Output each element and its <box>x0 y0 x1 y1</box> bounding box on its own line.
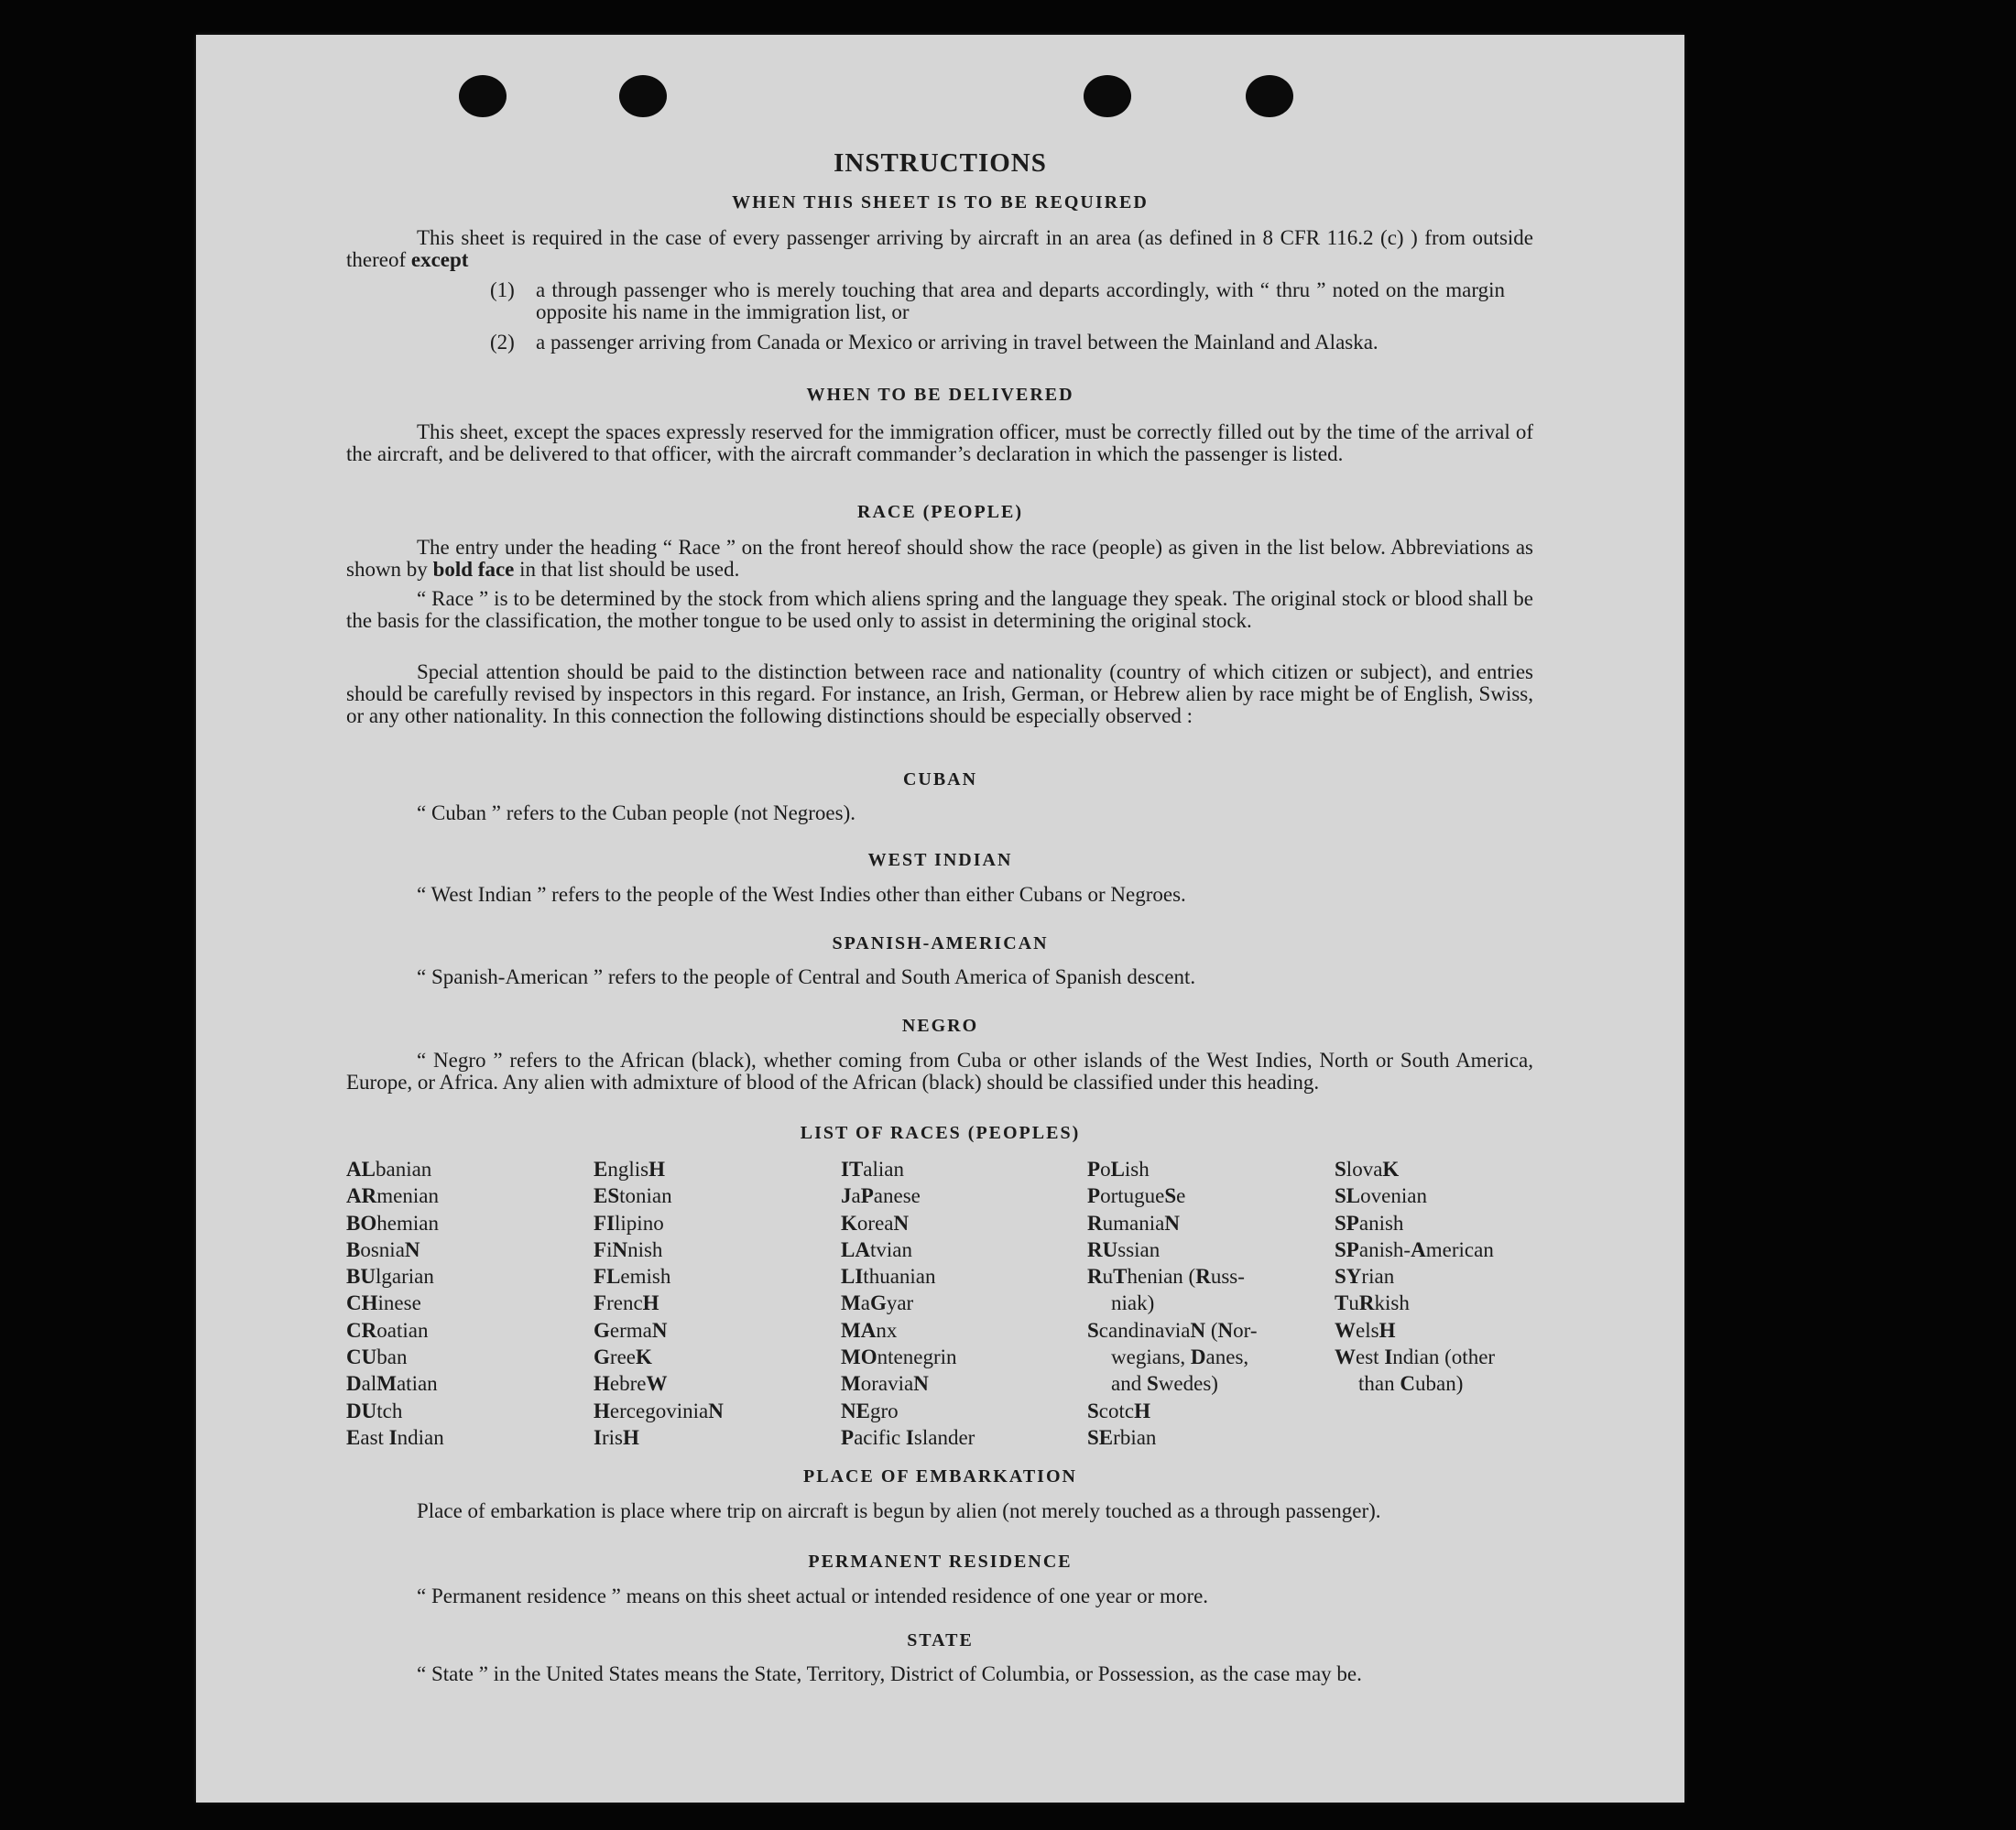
race-entry: MAnx <box>841 1318 898 1342</box>
state-text: “ State ” in the United States means the State, Territory, District of Columbia, or Possession, as the case may be. <box>417 1662 1362 1685</box>
race-entry: HebreW <box>594 1372 668 1396</box>
residence-text: “ Permanent residence ” means on this sheet actual or intended residence of one year or more. <box>417 1585 1209 1607</box>
race-entry: PortugueSe <box>1087 1184 1186 1208</box>
race-entry: FIlipino <box>594 1211 664 1235</box>
heading-negro: NEGRO <box>901 1016 979 1036</box>
heading-place-of-embarkation: PLACE OF EMBARKATION <box>803 1466 1077 1487</box>
race-entry: HercegoviniaN <box>594 1399 724 1422</box>
race-entry: GermaN <box>594 1318 668 1342</box>
races-column <box>1087 1156 1258 1451</box>
race-entry: BUlgarian <box>346 1265 434 1289</box>
embarkation-text: Place of embarkation is place where trip on aircraft is begun by alien (not merely touched as a through passenger). <box>417 1499 1381 1522</box>
race-entry: LIthuanian <box>841 1265 936 1289</box>
negro-text: “ Negro ” refers to the African (black), whether coming from Cuba or other islands of the West Indies, North or South America, Europe, or Africa. Any alien with admixture of blood of the African (black) should be classified under this heading. <box>346 1049 1533 1094</box>
race-paragraph-3: Special attention should be paid to the distinction between race and nationality (country of which citizen or subject), and entries should be carefully revised by inspectors in this regard. For instance, an Irish, German, or Hebrew alien by race might be of English, Swiss, or any other nationality. In this connection the following distinctions should be especially observed : <box>346 660 1533 727</box>
punch-hole <box>1246 75 1293 117</box>
race-paragraph-1: The entry under the heading “ Race ” on the front hereof should show the race (people) as given in the list below. Abbreviations as shown by bold face in that list should be used. <box>346 536 1533 581</box>
spanish-american-text: “ Spanish-American ” refers to the people of Central and South America of Spanish descent. <box>417 965 1196 988</box>
race-entry: SlovaK <box>1335 1158 1400 1181</box>
race-entry: FLemish <box>594 1265 671 1289</box>
race-entry: DUtch <box>346 1399 403 1422</box>
races-column <box>594 1156 724 1451</box>
race-entry: WelsH <box>1335 1318 1396 1342</box>
races-column <box>841 1156 975 1451</box>
heading-cuban: CUBAN <box>902 769 978 790</box>
heading-race: RACE (PEOPLE) <box>857 502 1023 522</box>
heading-permanent-residence: PERMANENT RESIDENCE <box>808 1552 1073 1572</box>
race-entry: and Swedes) <box>1111 1372 1218 1396</box>
race-entry: LAtvian <box>841 1237 912 1261</box>
race-entry: East Indian <box>346 1425 444 1449</box>
when-required-intro <box>346 227 1533 271</box>
race-entry: SLovenian <box>1335 1184 1427 1208</box>
race-entry: ARmenian <box>346 1184 439 1208</box>
race-entry: IrisH <box>594 1425 639 1449</box>
bold-face-text: bold face <box>432 558 515 581</box>
race-entry: PoLish <box>1087 1158 1150 1181</box>
race-entry: RumaniaN <box>1087 1211 1180 1235</box>
race-entry: ScandinaviaN (Nor- <box>1087 1318 1258 1342</box>
race-entry: CRoatian <box>346 1318 429 1342</box>
race-entry: wegians, Danes, <box>1111 1345 1249 1369</box>
race-entry: ScotcH <box>1087 1399 1151 1422</box>
west-indian-text: “ West Indian ” refers to the people of the West Indies other than either Cubans or Negroes. <box>417 883 1186 906</box>
punch-hole <box>619 75 667 117</box>
races-column <box>346 1156 444 1451</box>
intro-text: This sheet is required in the case of every passenger arriving by aircraft in an area (as defined in 8 CFR 116.2 (c) ) from outside thereof <box>346 226 1533 271</box>
race-entry: SPanish-American <box>1335 1237 1494 1261</box>
race-entry: CHinese <box>346 1291 421 1315</box>
race-entry: MoraviaN <box>841 1372 929 1396</box>
race-entry: KoreaN <box>841 1211 910 1235</box>
item-text: a passenger arriving from Canada or Mexico or arriving in travel between the Mainland and Alaska. <box>536 331 1379 354</box>
when-delivered-text: This sheet, except the spaces expressly reserved for the immigration officer, must be correctly filled out by the time of the arrival of the aircraft, and be delivered to that officer, with the aircraft commander’s declaration in which the passenger is listed. <box>346 420 1533 465</box>
race-entry: niak) <box>1111 1291 1155 1315</box>
heading-state: STATE <box>907 1630 974 1650</box>
race-entry: ALbanian <box>346 1158 432 1181</box>
cuban-text: “ Cuban ” refers to the Cuban people (not Negroes). <box>417 801 856 824</box>
race-entry: MaGyar <box>841 1291 914 1315</box>
race-entry: FrencH <box>594 1291 659 1315</box>
heading-when-delivered: WHEN TO BE DELIVERED <box>806 385 1074 405</box>
race-entry: TuRkish <box>1335 1291 1410 1315</box>
race-entry: RUssian <box>1087 1237 1161 1261</box>
item-number: (1) <box>490 278 515 301</box>
item-number: (2) <box>490 331 515 354</box>
race-entry: GreeK <box>594 1345 652 1369</box>
document-page <box>196 35 1684 1803</box>
race-entry: West Indian (other <box>1335 1345 1496 1369</box>
intro-except: except <box>410 248 469 271</box>
races-column <box>1335 1156 1495 1398</box>
race-entry: Pacific Islander <box>841 1425 975 1449</box>
item-text: a through passenger who is merely touching that area and departs accordingly, with “ thru ” noted on the margin opposite his name in the immigration list, or <box>536 278 1505 323</box>
page-title: INSTRUCTIONS <box>834 148 1047 178</box>
race-entry: RuThenian (Russ- <box>1087 1265 1245 1289</box>
race-entry: BOhemian <box>346 1211 439 1235</box>
heading-list-of-races: LIST OF RACES (PEOPLES) <box>800 1123 1081 1143</box>
punch-hole <box>1084 75 1131 117</box>
race-entry: MOntenegrin <box>841 1345 957 1369</box>
race-entry: SPanish <box>1335 1211 1404 1235</box>
race-entry: NEgro <box>841 1399 899 1422</box>
race-entry: DalMatian <box>346 1372 438 1396</box>
race-entry: than Cuban) <box>1358 1372 1464 1396</box>
heading-when-required: WHEN THIS SHEET IS TO BE REQUIRED <box>732 192 1149 212</box>
race-entry: EnglisH <box>594 1158 665 1181</box>
race-entry: EStonian <box>594 1184 672 1208</box>
punch-hole <box>459 75 507 117</box>
race-entry: ITalian <box>841 1158 905 1181</box>
heading-spanish-american: SPANISH-AMERICAN <box>832 933 1049 953</box>
heading-west-indian: WEST INDIAN <box>867 850 1013 870</box>
race-entry: SYrian <box>1335 1265 1395 1289</box>
race-entry: CUban <box>346 1345 408 1369</box>
race-paragraph-2: “ Race ” is to be determined by the stock from which aliens spring and the language they speak. The original stock or blood shall be the basis for the classification, the mother tongue to be used only to assist in determining the original stock. <box>346 587 1533 632</box>
race-entry: SErbian <box>1087 1425 1157 1449</box>
race-entry: BosniaN <box>346 1237 420 1261</box>
race-entry: FiNnish <box>594 1237 663 1261</box>
race-entry: JaPanese <box>841 1184 921 1208</box>
